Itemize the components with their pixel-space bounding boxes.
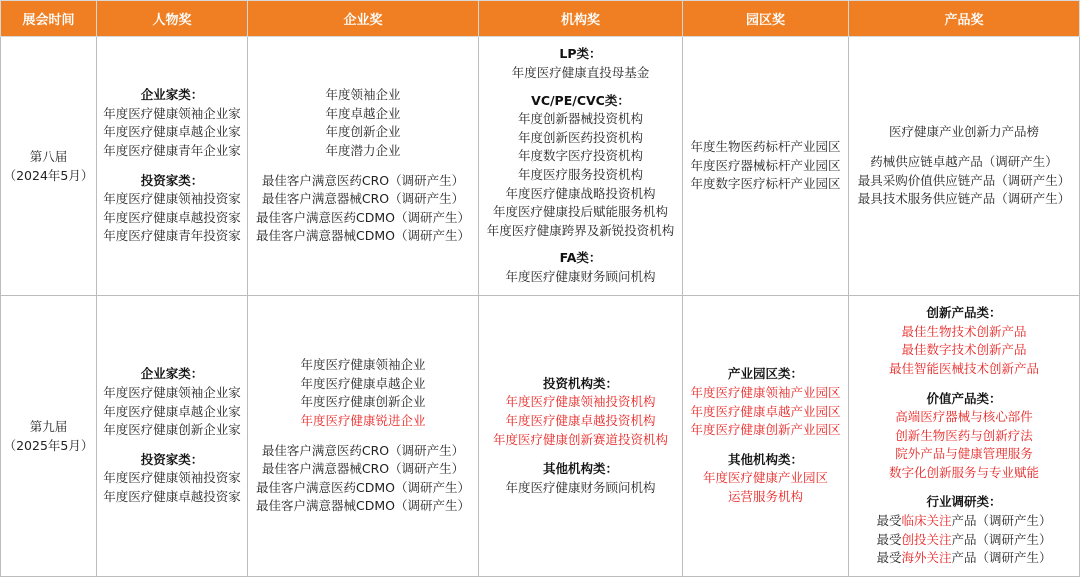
category-header: 企业家类：	[140, 366, 204, 382]
award-item: 年度创新器械投资机构	[517, 111, 643, 127]
award-item: 最佳客户满意器械CDMO（调研产生）	[256, 228, 470, 244]
row-9th	[1, 296, 1080, 577]
award-item: 年度医疗健康领袖企业家	[103, 105, 241, 121]
category-header: VC/PE/CVC类：	[531, 92, 630, 108]
award-item: 年度卓越企业	[325, 105, 401, 121]
award-item: 年度医疗健康创新企业家	[103, 422, 241, 438]
new-award-item: 年度医疗健康领袖投资机构	[505, 394, 656, 410]
header-enterprise: 企业奖	[248, 1, 479, 37]
new-award-item: 最佳生物技术创新产品	[901, 323, 1027, 339]
category-header: 投资机构类：	[542, 375, 618, 391]
new-award-item: 运营服务机构	[727, 488, 803, 504]
award-item: 年度数字医疗投资机构	[517, 148, 643, 164]
award-item: 年度医疗器械标杆产业园区	[690, 157, 841, 173]
award-item: 年度领袖企业	[325, 87, 401, 103]
award-item: 年度医疗健康领袖企业家	[103, 385, 241, 401]
new-award-item: 高端医疗器械与核心部件	[895, 409, 1033, 425]
award-item: 年度医疗健康直投母基金	[511, 65, 650, 81]
cell-8-institution	[479, 37, 683, 296]
category-header: 创新产品类：	[926, 305, 1002, 321]
award-item: 年度医疗健康卓越企业家	[103, 403, 241, 419]
survey-award-item: 最受临床关注产品（调研产生）	[876, 513, 1052, 529]
category-header: 产业园区类：	[727, 366, 803, 382]
award-item: 年度医疗健康卓越投资家	[103, 488, 241, 504]
category-header: 投资家类：	[140, 451, 204, 467]
new-award-item: 年度医疗健康卓越产业园区	[690, 403, 841, 419]
award-item: 年度创新企业	[325, 124, 401, 140]
award-item: 年度医疗健康投后赋能服务机构	[492, 204, 668, 220]
category-header: LP类：	[559, 46, 602, 62]
session-date: （2024年5月）	[3, 168, 94, 183]
award-item: 年度数字医疗标杆产业园区	[690, 176, 841, 192]
award-item: 年度医疗健康领袖投资家	[103, 470, 241, 486]
award-item: 年度生物医药标杆产业园区	[690, 139, 841, 155]
award-item: 年度医疗健康卓越企业	[300, 375, 426, 391]
new-award-item: 最佳智能医械技术创新产品	[888, 360, 1039, 376]
cell-9-park	[683, 296, 849, 577]
header-row	[1, 1, 1080, 37]
cell-8-enterprise	[248, 37, 479, 296]
new-award-item: 年度医疗健康产业园区	[702, 470, 828, 486]
session-label: 第八届	[29, 149, 68, 164]
category-header: 价值产品类：	[926, 390, 1002, 406]
award-item: 年度医疗健康财务顾问机构	[505, 268, 656, 284]
award-item: 医疗健康产业创新力产品榜	[888, 124, 1039, 140]
award-item: 年度医疗健康领袖投资家	[103, 191, 241, 207]
category-header: FA类：	[559, 250, 602, 266]
new-award-item: 年度医疗健康卓越投资机构	[505, 412, 656, 428]
category-header: 行业调研类：	[926, 494, 1002, 510]
cell-8-product	[849, 37, 1080, 296]
award-item: 年度潜力企业	[325, 142, 401, 158]
award-item: 最佳客户满意器械CRO（调研产生）	[261, 461, 465, 477]
award-item: 年度医疗健康卓越投资家	[103, 209, 241, 225]
award-item: 最具采购价值供应链产品（调研产生）	[857, 172, 1071, 188]
category-header: 其他机构类：	[542, 461, 618, 477]
cell-8-park	[683, 37, 849, 296]
new-award-item: 院外产品与健康管理服务	[895, 446, 1033, 462]
award-item: 年度医疗健康跨界及新锐投资机构	[486, 222, 675, 238]
session-date: （2025年5月）	[3, 438, 94, 453]
award-item: 年度医疗健康领袖企业	[300, 357, 426, 373]
cell-9-enterprise	[248, 296, 479, 577]
award-item: 最佳客户满意器械CRO（调研产生）	[261, 191, 465, 207]
award-item: 年度医疗服务投资机构	[517, 167, 643, 182]
cell-9-person	[97, 296, 248, 577]
survey-award-item: 最受创投关注产品（调研产生）	[876, 531, 1052, 547]
new-award-item: 数字化创新服务与专业赋能	[888, 464, 1039, 480]
header-time: 展会时间	[1, 1, 97, 37]
new-award-item: 年度医疗健康锐进企业	[300, 412, 426, 428]
category-header: 企业家类：	[140, 87, 204, 103]
header-institution: 机构奖	[479, 1, 683, 37]
category-header: 其他机构类：	[727, 451, 803, 467]
award-item: 最佳客户满意医药CDMO（调研产生）	[256, 479, 470, 495]
award-item: 药械供应链卓越产品（调研产生）	[870, 153, 1058, 169]
award-item: 最佳客户满意器械CDMO（调研产生）	[256, 498, 470, 514]
new-award-item: 创新生物医药与创新疗法	[895, 427, 1033, 443]
cell-9-time	[1, 296, 97, 577]
award-item: 年度医疗健康财务顾问机构	[505, 479, 656, 495]
survey-award-item: 最受海外关注产品（调研产生）	[876, 550, 1052, 566]
new-award-item: 最佳数字技术创新产品	[901, 342, 1027, 358]
award-item: 最具技术服务供应链产品（调研产生）	[857, 191, 1071, 207]
category-header: 投资家类：	[140, 172, 204, 188]
award-item: 年度医疗健康青年企业家	[103, 142, 241, 158]
header-park: 园区奖	[683, 1, 849, 37]
cell-9-product	[849, 296, 1080, 577]
session-label: 第九届	[29, 419, 68, 434]
new-award-item: 年度医疗健康创新产业园区	[690, 422, 841, 438]
header-person: 人物奖	[97, 1, 248, 37]
award-item: 最佳客户满意医药CDMO（调研产生）	[256, 209, 470, 225]
new-award-item: 年度医疗健康领袖产业园区	[690, 385, 841, 401]
award-item: 年度医疗健康创新企业	[300, 394, 426, 410]
award-item: 年度医疗健康战略投资机构	[505, 185, 656, 201]
award-item: 年度创新医药投资机构	[517, 129, 643, 145]
row-8th	[1, 37, 1080, 296]
new-award-item: 年度医疗健康创新赛道投资机构	[492, 431, 668, 447]
cell-8-person	[97, 37, 248, 296]
award-item: 最佳客户满意医药CRO（调研产生）	[261, 172, 465, 188]
award-item: 最佳客户满意医药CRO（调研产生）	[261, 442, 465, 458]
header-product: 产品奖	[849, 1, 1080, 37]
cell-9-institution	[479, 296, 683, 577]
award-item: 年度医疗健康青年投资家	[103, 228, 241, 244]
cell-8-time	[1, 37, 97, 296]
award-item: 年度医疗健康卓越企业家	[103, 124, 241, 140]
